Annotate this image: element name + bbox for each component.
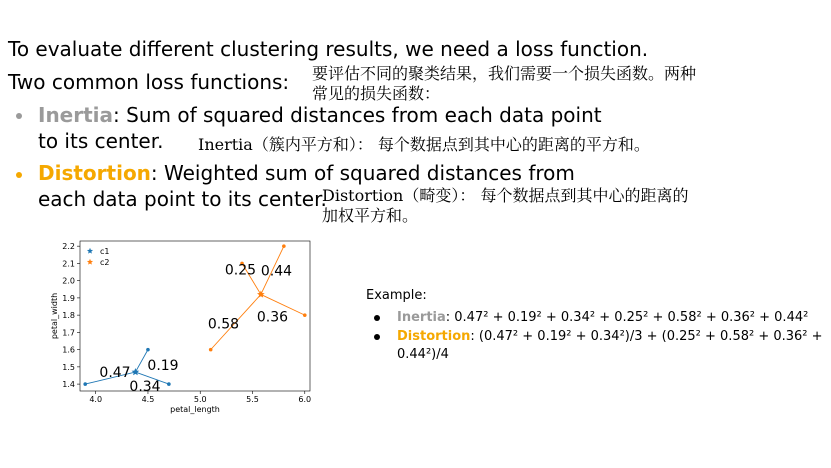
x-axis-label: petal_length xyxy=(170,405,220,414)
y-tick-label: 1.9 xyxy=(62,293,75,303)
y-tick-label: 2.0 xyxy=(62,276,75,286)
cluster-center xyxy=(132,368,140,375)
example-distortion-label: Distortion xyxy=(397,329,471,344)
inertia-term: Inertia xyxy=(38,103,114,127)
inertia-desc-line2: to its center. xyxy=(38,129,164,153)
example-inertia-line xyxy=(397,309,808,326)
data-point xyxy=(282,244,286,248)
distortion-desc-line1: : Weighted sum of squared distances from xyxy=(150,161,575,185)
data-point xyxy=(209,348,213,352)
example-heading: Example: xyxy=(366,288,427,303)
two-common-text: Two common loss functions: xyxy=(8,70,290,94)
intro-cn-line2: 常见的损失函数： xyxy=(312,84,441,103)
distortion-bullet xyxy=(16,172,22,178)
example-inertia-formula: : 0.47² + 0.19² + 0.34² + 0.25² + 0.58² + 0.36² + 0.44² xyxy=(445,310,809,325)
legend-marker xyxy=(87,259,93,265)
cluster-center xyxy=(257,290,265,297)
distance-label: 0.47 xyxy=(99,365,131,382)
distance-label: 0.19 xyxy=(147,358,179,375)
distortion-line1 xyxy=(38,161,575,185)
distortion-desc-line2: each data point to its center. xyxy=(38,187,327,211)
y-tick-label: 2.2 xyxy=(62,242,75,252)
example-distortion-line1 xyxy=(397,328,823,345)
intro-text: To evaluate different clustering results, we need a loss function. xyxy=(8,37,649,61)
x-tick-label: 5.5 xyxy=(246,395,259,404)
example-inertia-label: Inertia xyxy=(397,310,446,325)
x-tick-label: 5.0 xyxy=(193,395,207,404)
y-tick-label: 1.7 xyxy=(62,328,75,338)
y-axis-label: petal_width xyxy=(50,292,59,340)
data-point xyxy=(167,382,171,386)
distance-line xyxy=(135,350,148,372)
distance-label: 0.44 xyxy=(260,263,293,280)
data-point xyxy=(83,382,87,386)
data-point xyxy=(146,348,150,352)
intro-cn-line1: 要评估不同的聚类结果，我们需要一个损失函数。两种 xyxy=(312,64,697,83)
distortion-cn-line2: 加权平方和。 xyxy=(322,206,419,225)
x-tick-label: 6.0 xyxy=(298,395,312,404)
legend-label: c1 xyxy=(100,247,110,256)
y-tick-label: 1.4 xyxy=(62,380,75,390)
y-tick-label: 2.1 xyxy=(62,259,75,269)
example-distortion-formula-2: 0.44²)/4 xyxy=(397,347,449,362)
inertia-bullet xyxy=(16,113,22,119)
distortion-term: Distortion xyxy=(38,161,151,185)
inertia-cn: Inertia（簇内平方和）： 每个数据点到其中心的距离的平方和。 xyxy=(198,135,650,154)
legend-marker xyxy=(87,248,93,254)
y-tick-label: 1.8 xyxy=(62,311,75,321)
distortion-cn-line1: Distortion（畸变）： 每个数据点到其中心的距离的 xyxy=(322,186,689,205)
y-tick-label: 1.6 xyxy=(62,345,75,355)
y-tick-label: 1.5 xyxy=(62,362,75,372)
distance-label: 0.36 xyxy=(256,309,289,326)
scatter-chart xyxy=(48,233,316,417)
distance-label: 0.25 xyxy=(224,262,257,279)
inertia-line1 xyxy=(38,103,602,127)
inertia-desc-line1: : Sum of squared distances from each data point xyxy=(113,103,602,127)
data-point xyxy=(303,313,307,317)
example-bullet-2 xyxy=(374,334,380,340)
example-distortion-formula-1: : (0.47² + 0.19² + 0.34²)/3 + (0.25² + 0.58² + 0.36² + xyxy=(470,329,823,344)
example-bullet-1 xyxy=(374,315,380,321)
distance-label: 0.58 xyxy=(207,316,240,333)
distance-label: 0.34 xyxy=(129,379,161,396)
x-tick-label: 4.0 xyxy=(89,395,103,404)
legend-label: c2 xyxy=(100,258,110,267)
x-tick-label: 4.5 xyxy=(141,395,155,404)
